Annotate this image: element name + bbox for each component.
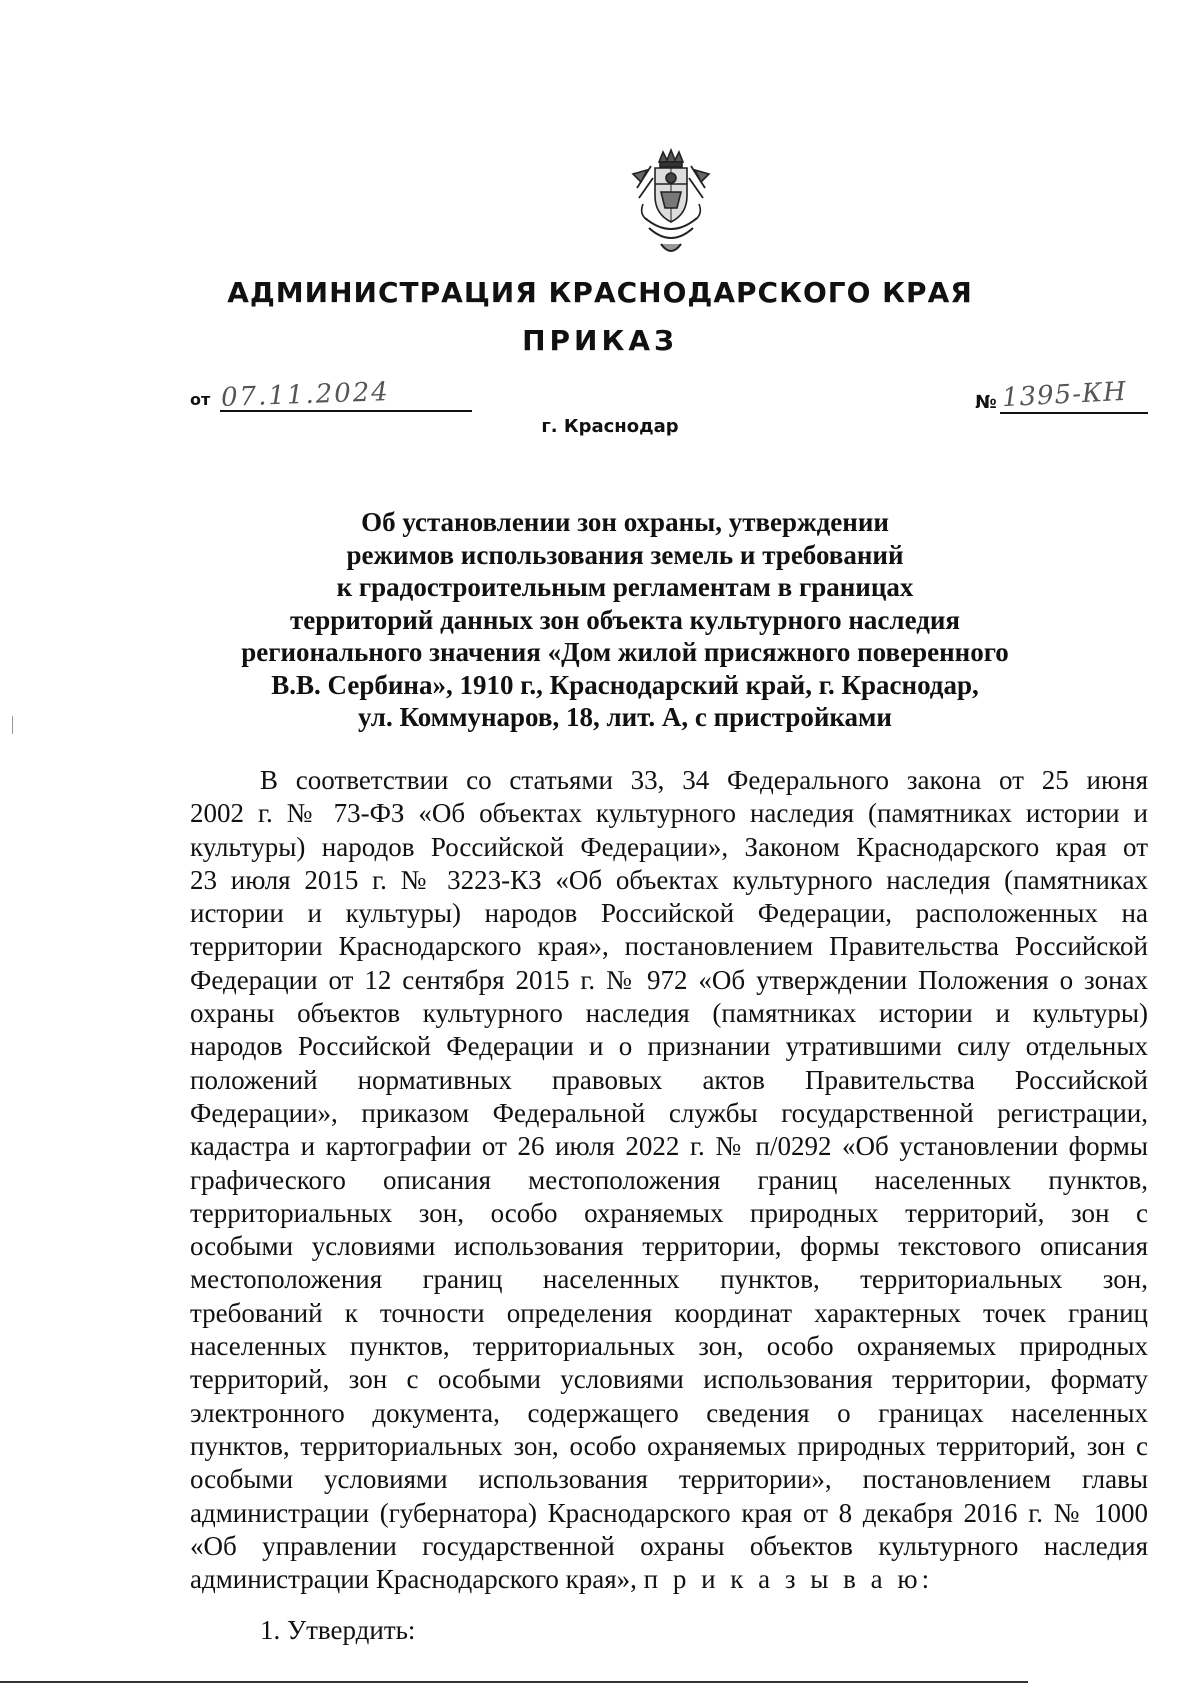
date-underline	[220, 410, 472, 412]
body-line-last	[190, 1563, 1148, 1596]
bottom-scan-line	[0, 1681, 1028, 1683]
body-line: кадастра и картографии от 26 июля 2022 г. № п/0292 «Об установлении формы	[190, 1131, 1148, 1162]
body-last-prefix: администрации Краснодарского края»,	[190, 1564, 637, 1595]
body-line: территории Краснодарского края», постановлением Правительства Российской	[190, 931, 1148, 962]
body-line: особыми условиями использования территории, формы текстового описания	[190, 1231, 1148, 1262]
body-line: 23 июля 2015 г. № 3223-КЗ «Об объектах культурного наследия (памятниках	[190, 864, 1148, 895]
body-line: требований к точности определения координат характерных точек границ	[190, 1297, 1148, 1328]
body-line: населенных пунктов, территориальных зон, особо охраняемых природных	[190, 1331, 1148, 1362]
heading-line: В.В. Сербина», 1910 г., Краснодарский край, г. Краснодар,	[271, 669, 979, 700]
body-line: местоположения границ населенных пунктов, территориальных зон,	[190, 1264, 1148, 1295]
body-line: пунктов, территориальных зон, особо охраняемых природных территорий, зон с	[190, 1430, 1148, 1461]
organization-title: АДМИНИСТРАЦИЯ КРАСНОДАРСКОГО КРАЯ	[227, 276, 973, 309]
body-line: В соответствии со статьями 33, 34 Федерального закона от 25 июня	[260, 765, 1148, 795]
number-label: №	[975, 392, 997, 413]
handwritten-number: 1395-КН	[1001, 376, 1128, 414]
body-line: электронного документа, содержащего сведения о границах населенных	[190, 1397, 1148, 1428]
item-1: 1. Утвердить:	[260, 1615, 416, 1645]
body-line: особыми условиями использования территории», постановлением главы	[190, 1464, 1148, 1495]
heading-line: территорий данных зон объекта культурного наследия	[289, 604, 961, 635]
order-heading	[220, 506, 1030, 734]
body-last-suffix: :	[921, 1564, 930, 1595]
body-line: территорий, зон с особыми условиями использования территории, формату	[190, 1364, 1148, 1395]
body-line: истории и культуры) народов Российской Федерации, расположенных на	[190, 898, 1148, 929]
body-line: народов Российской Федерации и о признании утратившими силу отдельных	[190, 1031, 1148, 1062]
heading-line: к градостроительным регламентам в границах	[336, 572, 914, 602]
order-verb-spaced: п р и к а з ы в а ю	[643, 1564, 922, 1595]
heading-line: режимов использования земель и требований	[346, 539, 904, 570]
scan-margin-mark	[12, 716, 13, 734]
heading-line: Об установлении зон охраны, утверждении	[361, 507, 889, 537]
date-label: от	[190, 390, 211, 409]
body-line: 2002 г. № 73-ФЗ «Об объектах культурного наследия (памятниках истории и	[190, 798, 1148, 829]
handwritten-date: 07.11.2024	[220, 377, 391, 413]
heading-line: ул. Коммунаров, 18, лит. А, с пристройками	[357, 702, 892, 732]
body-line: «Об управлении государственной охраны объектов культурного наследия	[190, 1530, 1148, 1561]
body-line: Федерации», приказом Федеральной службы государственной регистрации,	[190, 1097, 1148, 1128]
body-line: Федерации от 12 сентября 2015 г. № 972 «Об утверждении Положения о зонах	[190, 964, 1148, 995]
body-line: графического описания местоположения границ населенных пунктов,	[190, 1164, 1148, 1195]
number-underline	[1000, 412, 1148, 414]
body-line: территориальных зон, особо охраняемых природных территорий, зон с	[190, 1197, 1148, 1228]
document-type-title: ПРИКАЗ	[522, 324, 678, 357]
coat-of-arms-emblem	[631, 148, 711, 260]
body-line: администрации (губернатора) Краснодарского края от 8 декабря 2016 г. № 1000	[190, 1497, 1148, 1528]
body-line: охраны объектов культурного наследия (памятниках истории и культуры)	[190, 998, 1148, 1029]
body-line: положений нормативных правовых актов Правительства Российской	[190, 1064, 1148, 1095]
city-name: г. Краснодар	[541, 416, 679, 437]
body-line: культуры) народов Российской Федерации», Законом Краснодарского края от	[190, 831, 1148, 862]
heading-line: регионального значения «Дом жилой присяжного поверенного	[241, 637, 1009, 667]
order-body-paragraph	[190, 764, 1148, 1596]
